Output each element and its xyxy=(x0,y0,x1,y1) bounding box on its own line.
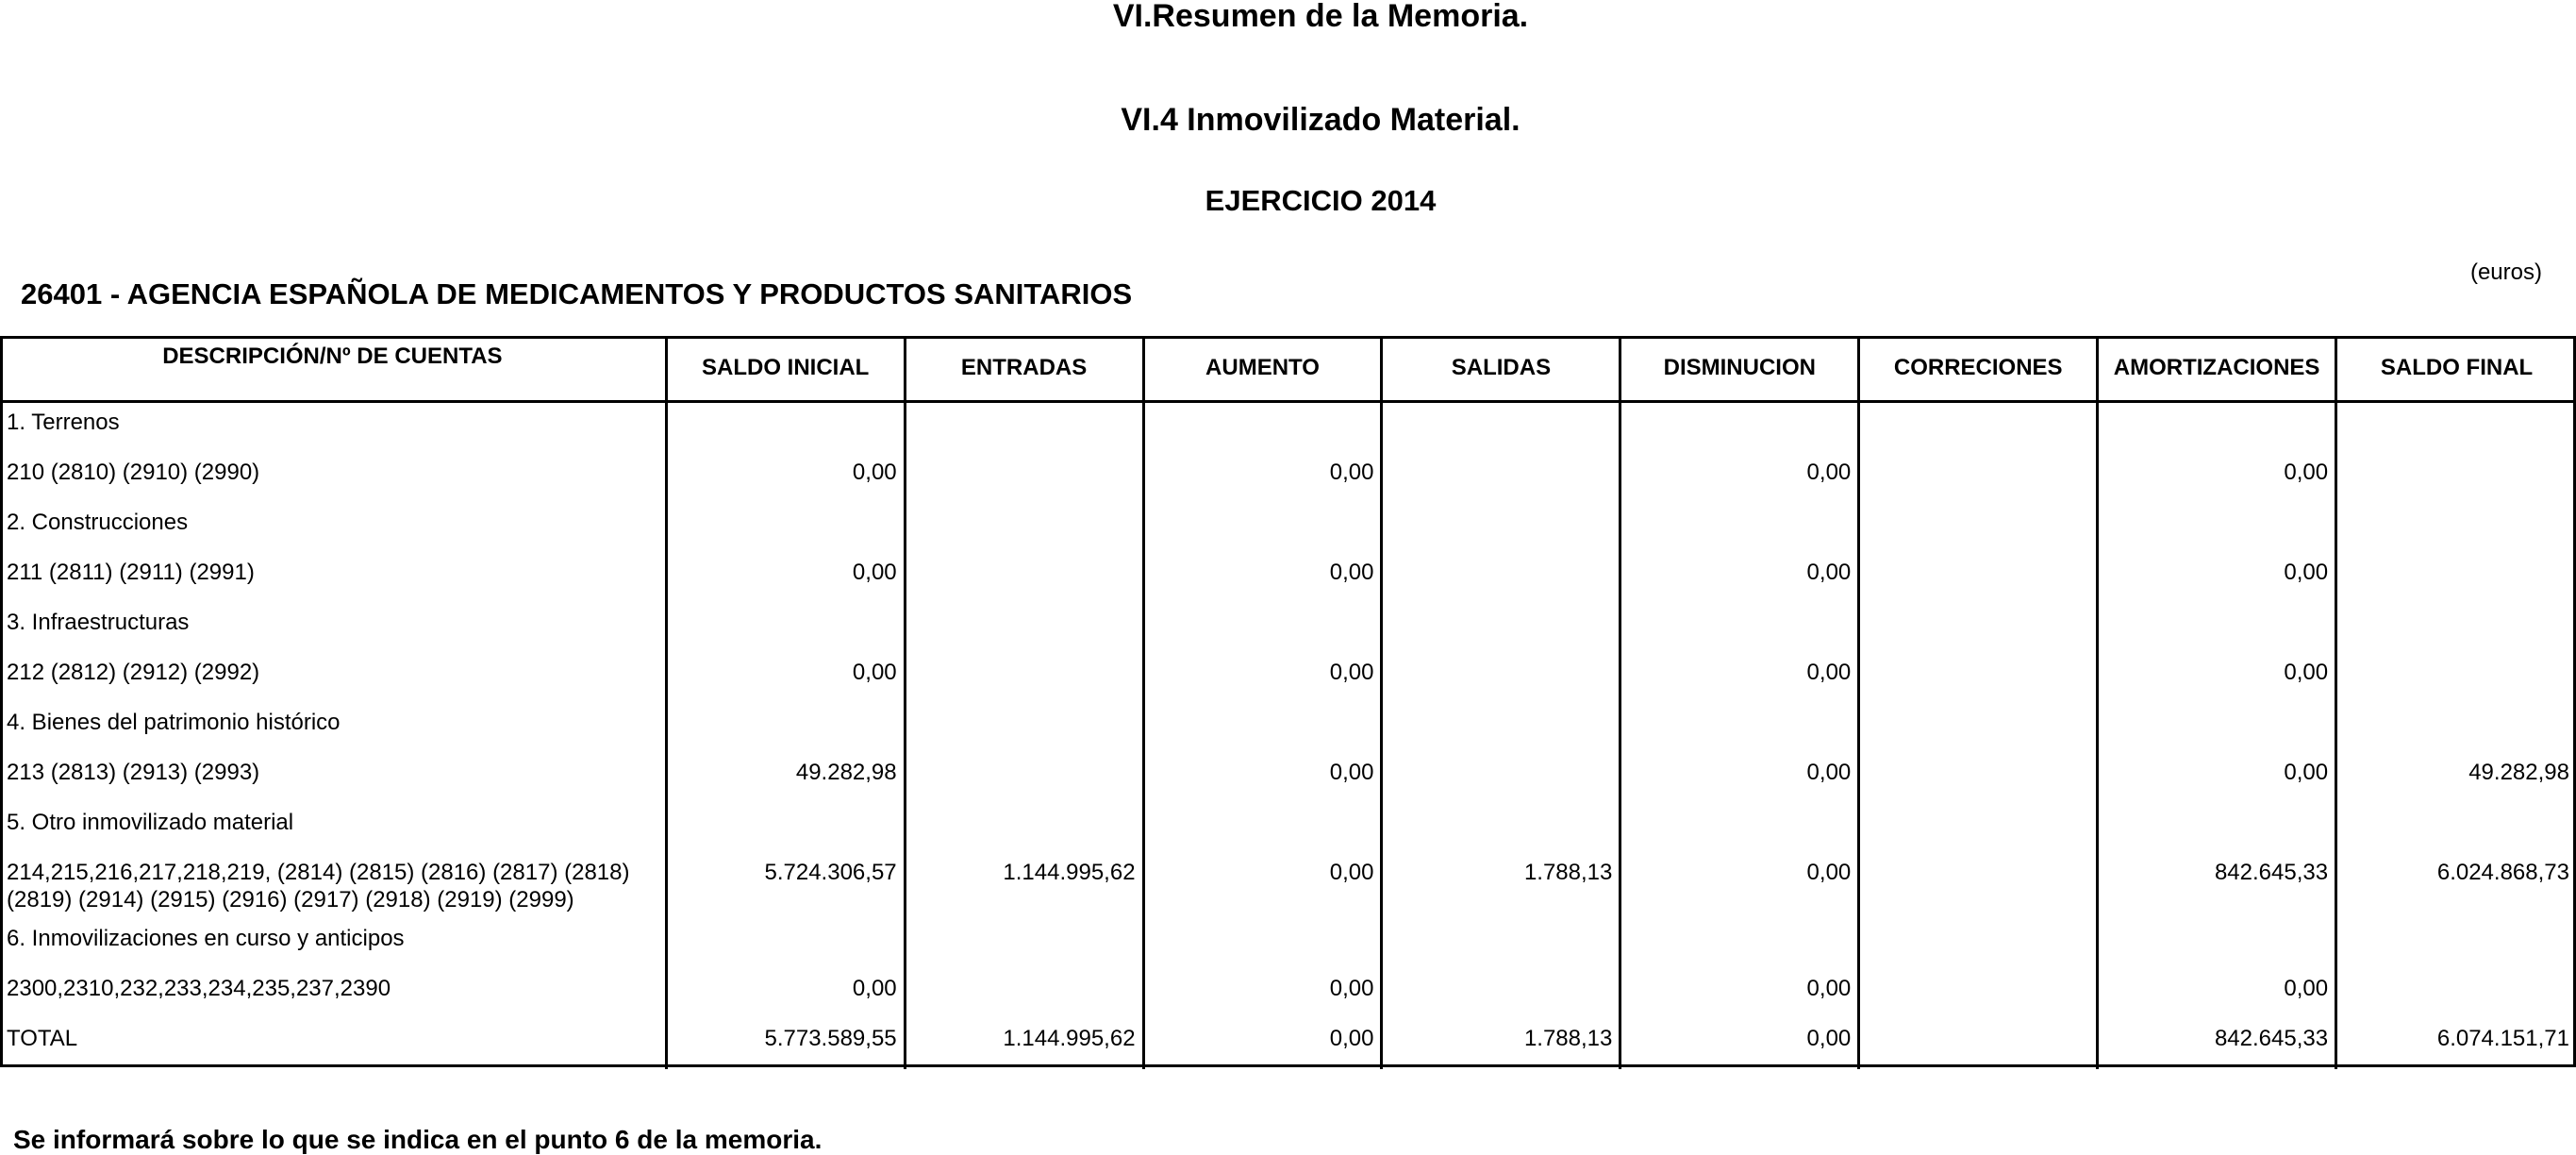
amount-cell: 0,00 xyxy=(2099,753,2337,803)
footer-note: Se informará sobre lo que se indica en el punto 6 de la memoria. xyxy=(13,1125,823,1154)
amount-cell xyxy=(668,703,906,753)
table-row xyxy=(0,969,2576,1019)
amount-cell xyxy=(906,453,1145,503)
amount-cell xyxy=(906,503,1145,553)
amount-cell xyxy=(2337,653,2576,703)
amount-cell xyxy=(1145,403,1384,453)
fiscal-year: EJERCICIO 2014 xyxy=(1205,184,1437,217)
account-description: 6. Inmovilizaciones en curso y anticipos xyxy=(0,919,668,969)
amount-cell: 5.724.306,57 xyxy=(668,853,906,919)
amount-cell xyxy=(1145,503,1384,553)
amount-cell xyxy=(1860,753,2099,803)
amount-cell: 1.144.995,62 xyxy=(906,1019,1145,1069)
table-row xyxy=(0,403,2576,453)
amount-cell xyxy=(1860,553,2099,603)
amount-cell: 842.645,33 xyxy=(2099,1019,2337,1069)
fixed-assets-table xyxy=(0,336,2576,1069)
amount-cell xyxy=(1621,603,1860,653)
amount-cell xyxy=(1860,653,2099,703)
column-header: DESCRIPCIÓN/Nº DE CUENTAS xyxy=(0,336,668,400)
amount-cell xyxy=(1383,453,1621,503)
table-row xyxy=(0,653,2576,703)
amount-cell: 0,00 xyxy=(2099,969,2337,1019)
amount-cell: 0,00 xyxy=(1621,653,1860,703)
table-row xyxy=(0,553,2576,603)
amount-cell: 0,00 xyxy=(1621,753,1860,803)
amount-cell: 1.144.995,62 xyxy=(906,853,1145,919)
amount-cell xyxy=(1621,919,1860,969)
amount-cell: 0,00 xyxy=(1145,453,1384,503)
table-row xyxy=(0,919,2576,969)
amount-cell: 0,00 xyxy=(668,969,906,1019)
table-row xyxy=(0,603,2576,653)
amount-cell xyxy=(668,403,906,453)
amount-cell xyxy=(2099,603,2337,653)
amount-cell xyxy=(906,969,1145,1019)
amount-cell xyxy=(2099,503,2337,553)
column-header: SALDO FINAL xyxy=(2380,355,2534,380)
table-row xyxy=(0,703,2576,753)
table-row xyxy=(0,803,2576,853)
amount-cell xyxy=(906,919,1145,969)
account-description: 210 (2810) (2910) (2990) xyxy=(0,453,668,503)
amount-cell xyxy=(906,803,1145,853)
account-description: 3. Infraestructuras xyxy=(0,603,668,653)
amount-cell xyxy=(2337,803,2576,853)
account-description: 212 (2812) (2912) (2992) xyxy=(0,653,668,703)
table-row xyxy=(0,1019,2576,1069)
currency-unit: (euros) xyxy=(2469,259,2542,285)
amount-cell: 1.788,13 xyxy=(1383,853,1621,919)
amount-cell xyxy=(906,403,1145,453)
column-header: AMORTIZACIONES xyxy=(2099,336,2337,400)
column-header: DISMINUCION xyxy=(1621,336,1860,400)
amount-cell xyxy=(1860,1019,2099,1069)
amount-cell: 0,00 xyxy=(1145,553,1384,603)
amount-cell: 49.282,98 xyxy=(2468,760,2569,785)
amount-cell xyxy=(2337,919,2576,969)
account-description: 1. Terrenos xyxy=(0,403,668,453)
amount-cell: 0,00 xyxy=(1145,853,1384,919)
amount-cell: 842.645,33 xyxy=(2099,853,2337,919)
amount-cell xyxy=(1621,503,1860,553)
amount-cell xyxy=(1145,703,1384,753)
amount-cell: 0,00 xyxy=(1621,969,1860,1019)
amount-cell: 0,00 xyxy=(1621,1019,1860,1069)
amount-cell xyxy=(1383,503,1621,553)
page-title: VI.Resumen de la Memoria. xyxy=(1112,0,1529,34)
account-description: 5. Otro inmovilizado material xyxy=(0,803,668,853)
amount-cell: 1.788,13 xyxy=(1383,1019,1621,1069)
amount-cell xyxy=(2337,603,2576,653)
amount-cell xyxy=(2099,403,2337,453)
account-description: 213 (2813) (2913) (2993) xyxy=(0,753,668,803)
amount-cell xyxy=(1860,803,2099,853)
amount-cell: 0,00 xyxy=(1621,453,1860,503)
amount-cell xyxy=(1383,803,1621,853)
amount-cell: 0,00 xyxy=(2099,453,2337,503)
amount-cell xyxy=(1383,653,1621,703)
column-header: AUMENTO xyxy=(1145,336,1384,400)
amount-cell: 0,00 xyxy=(668,653,906,703)
amount-cell xyxy=(2337,703,2576,753)
amount-cell: 0,00 xyxy=(1621,553,1860,603)
amount-cell xyxy=(1860,503,2099,553)
table-header-row xyxy=(0,336,2576,403)
amount-cell: 0,00 xyxy=(2099,553,2337,603)
amount-cell xyxy=(906,553,1145,603)
account-description: 214,215,216,217,218,219, (2814) (2815) (2816) (2817) (2818) (2819) (2914) (2915) (2916) (2917) (2918) (2919) (2999) xyxy=(0,853,668,919)
amount-cell: 0,00 xyxy=(1145,1019,1384,1069)
amount-cell: 0,00 xyxy=(1621,853,1860,919)
column-header: CORRECIONES xyxy=(1860,336,2099,400)
amount-cell: 0,00 xyxy=(668,453,906,503)
amount-cell xyxy=(906,653,1145,703)
column-header: ENTRADAS xyxy=(906,336,1145,400)
amount-cell xyxy=(1383,969,1621,1019)
account-description: 4. Bienes del patrimonio histórico xyxy=(0,703,668,753)
amount-cell xyxy=(1860,969,2099,1019)
amount-cell xyxy=(2337,453,2576,503)
amount-cell xyxy=(668,603,906,653)
column-header: SALDO INICIAL xyxy=(668,336,906,400)
amount-cell xyxy=(2337,503,2576,553)
amount-cell xyxy=(906,703,1145,753)
amount-cell xyxy=(668,803,906,853)
table-body xyxy=(0,403,2576,1069)
amount-cell: 0,00 xyxy=(1145,753,1384,803)
amount-cell xyxy=(1860,403,2099,453)
amount-cell: 6.074.151,71 xyxy=(2436,1026,2569,1051)
amount-cell xyxy=(668,503,906,553)
amount-cell xyxy=(2099,703,2337,753)
account-description: 211 (2811) (2911) (2991) xyxy=(0,553,668,603)
table-row xyxy=(0,853,2576,919)
account-description: 2300,2310,232,233,234,235,237,2390 xyxy=(0,969,668,1019)
amount-cell xyxy=(1383,603,1621,653)
amount-cell xyxy=(1145,803,1384,853)
amount-cell xyxy=(906,603,1145,653)
amount-cell xyxy=(2337,969,2576,1019)
entity-name: 26401 - AGENCIA ESPAÑOLA DE MEDICAMENTOS Y PRODUCTOS SANITARIOS xyxy=(21,277,1133,310)
account-description: TOTAL xyxy=(0,1019,668,1069)
amount-cell: 5.773.589,55 xyxy=(668,1019,906,1069)
amount-cell xyxy=(1621,703,1860,753)
amount-cell xyxy=(906,753,1145,803)
column-header: SALIDAS xyxy=(1383,336,1621,400)
amount-cell xyxy=(1383,919,1621,969)
amount-cell: 6.024.868,73 xyxy=(2436,860,2569,885)
account-description: 2. Construcciones xyxy=(0,503,668,553)
amount-cell xyxy=(1860,703,2099,753)
amount-cell xyxy=(1383,753,1621,803)
amount-cell xyxy=(1860,919,2099,969)
amount-cell: 0,00 xyxy=(668,553,906,603)
amount-cell xyxy=(1621,803,1860,853)
amount-cell xyxy=(2099,803,2337,853)
amount-cell xyxy=(1145,603,1384,653)
amount-cell xyxy=(2337,403,2576,453)
amount-cell xyxy=(1383,703,1621,753)
table-row xyxy=(0,753,2576,803)
amount-cell: 0,00 xyxy=(2099,653,2337,703)
table-row xyxy=(0,453,2576,503)
amount-cell xyxy=(668,919,906,969)
section-title: VI.4 Inmovilizado Material. xyxy=(1121,102,1521,138)
amount-cell xyxy=(1860,853,2099,919)
amount-cell: 0,00 xyxy=(1145,969,1384,1019)
amount-cell xyxy=(1383,553,1621,603)
amount-cell xyxy=(2337,553,2576,603)
amount-cell: 49.282,98 xyxy=(668,753,906,803)
amount-cell xyxy=(1860,603,2099,653)
amount-cell xyxy=(1860,453,2099,503)
amount-cell xyxy=(1145,919,1384,969)
table-row xyxy=(0,503,2576,553)
amount-cell: 0,00 xyxy=(1145,653,1384,703)
amount-cell xyxy=(2099,919,2337,969)
amount-cell xyxy=(1621,403,1860,453)
amount-cell xyxy=(1383,403,1621,453)
